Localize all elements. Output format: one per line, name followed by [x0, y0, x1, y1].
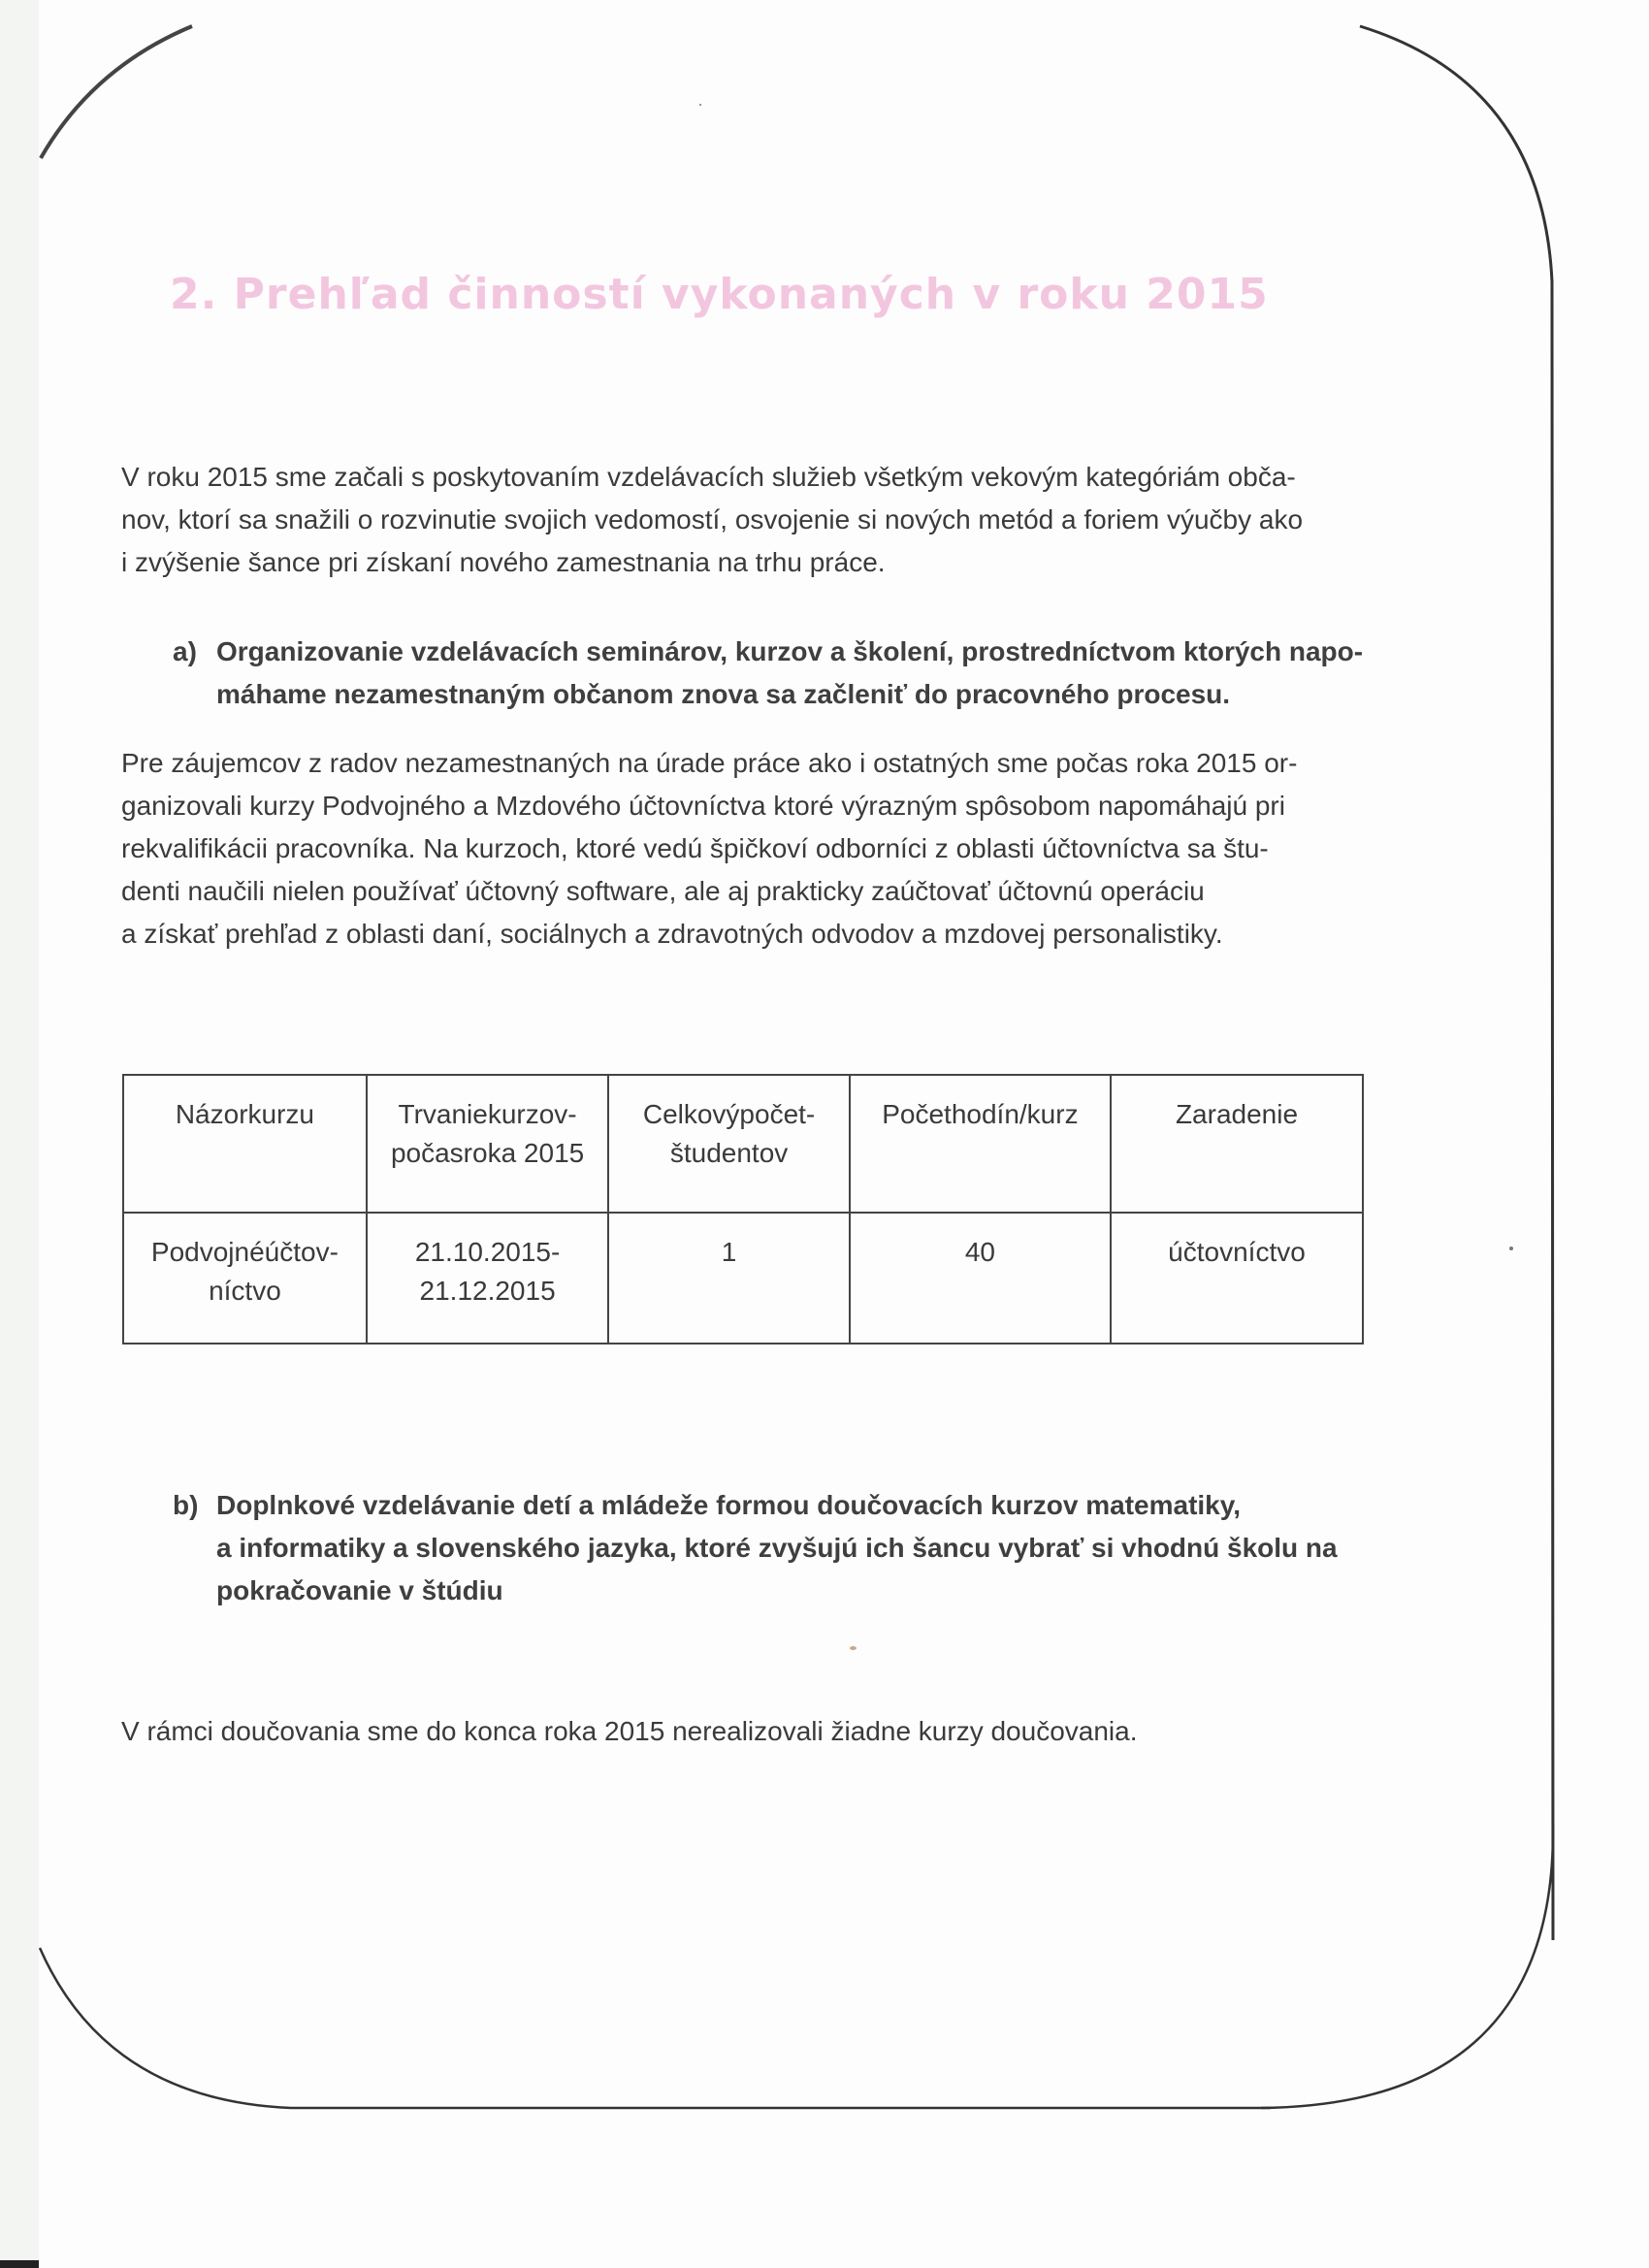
courses-line: denti naučili nielen používať účtovný software, ale aj prakticky zaúčtovať účtovnú operáciu [121, 876, 1205, 906]
table-row [123, 1213, 1363, 1344]
item-b-line: Doplnkové vzdelávanie detí a mládeže formou doučovacích kurzov matematiky, [216, 1490, 1242, 1520]
frame-bottom-left-arc [40, 1948, 1271, 2108]
item-a-line: Organizovanie vzdelávacích seminárov, kurzov a školení, prostredníctvom ktorých napo- [216, 636, 1364, 666]
section-heading: 2. Prehľad činností vykonaných v roku 2015 [170, 270, 1269, 319]
courses-line: a získať prehľad z oblasti daní, sociálnych a zdravotných odvodov a mzdovej personalistiky. [121, 919, 1223, 949]
scan-speck [850, 1646, 857, 1650]
scan-speck [699, 104, 701, 106]
column-header-category: Zaradenie [1111, 1075, 1363, 1213]
cell-duration: 21.10.2015- 21.12.2015 [367, 1213, 608, 1344]
table-header-row [123, 1075, 1363, 1213]
cell-category: účtovníctvo [1111, 1213, 1363, 1344]
column-header-course-name: Názorkurzu [123, 1075, 367, 1213]
intro-line: nov, ktorí sa snažili o rozvinutie svojich vedomostí, osvojenie si nových metód a foriem výučby ako [121, 504, 1304, 535]
courses-table [122, 1074, 1364, 1345]
cell-hours: 40 [850, 1213, 1111, 1344]
intro-line: i zvýšenie šance pri získaní nového zamestnania na trhu práce. [121, 547, 886, 577]
column-header-hours: Počethodín/kurz [850, 1075, 1111, 1213]
item-b-line: pokračovanie v štúdiu [216, 1575, 503, 1605]
scan-edge [0, 0, 39, 2268]
intro-line: V roku 2015 sme začali s poskytovaním vzdelávacích služieb všetkým vekovým kategóriám obča- [121, 462, 1296, 492]
column-header-duration: Trvaniekurzov- počasroka 2015 [367, 1075, 608, 1213]
frame-top-left-arc [41, 26, 192, 158]
closing-paragraph: V rámci doučovania sme do konca roka 2015 nerealizovali žiadne kurzy doučovania. [121, 1716, 1138, 1746]
list-marker-a: a) [173, 636, 197, 666]
frame-top-right-arc [1360, 26, 1553, 1940]
cell-students: 1 [608, 1213, 849, 1344]
list-item-b [165, 1484, 1421, 1612]
courses-line: ganizovali kurzy Podvojného a Mzdového účtovníctva ktoré výrazným spôsobom napomáhajú pri [121, 791, 1285, 821]
item-a-line: máhame nezamestnaným občanom znova sa začleniť do pracovného procesu. [216, 679, 1231, 709]
scan-edge-mark [0, 2260, 39, 2268]
intro-paragraph [121, 456, 1416, 584]
courses-paragraph [121, 742, 1416, 956]
frame-bottom-right-arc [1261, 1824, 1553, 2108]
scan-speck [1509, 1247, 1513, 1250]
cell-course-name: Podvojnéúčtov- níctvo [123, 1213, 367, 1344]
courses-line: rekvalifikácii pracovníka. Na kurzoch, ktoré vedú špičkoví odborníci z oblasti účtovníctva sa štu- [121, 833, 1269, 863]
item-b-line: a informatiky a slovenského jazyka, ktoré zvyšujú ich šancu vybrať si vhodnú školu na [216, 1533, 1338, 1563]
column-header-students: Celkovýpočet- študentov [608, 1075, 849, 1213]
list-marker-b: b) [173, 1490, 199, 1520]
list-item-a [165, 631, 1421, 716]
courses-line: Pre záujemcov z radov nezamestnaných na úrade práce ako i ostatných sme počas roka 2015 or- [121, 748, 1298, 778]
